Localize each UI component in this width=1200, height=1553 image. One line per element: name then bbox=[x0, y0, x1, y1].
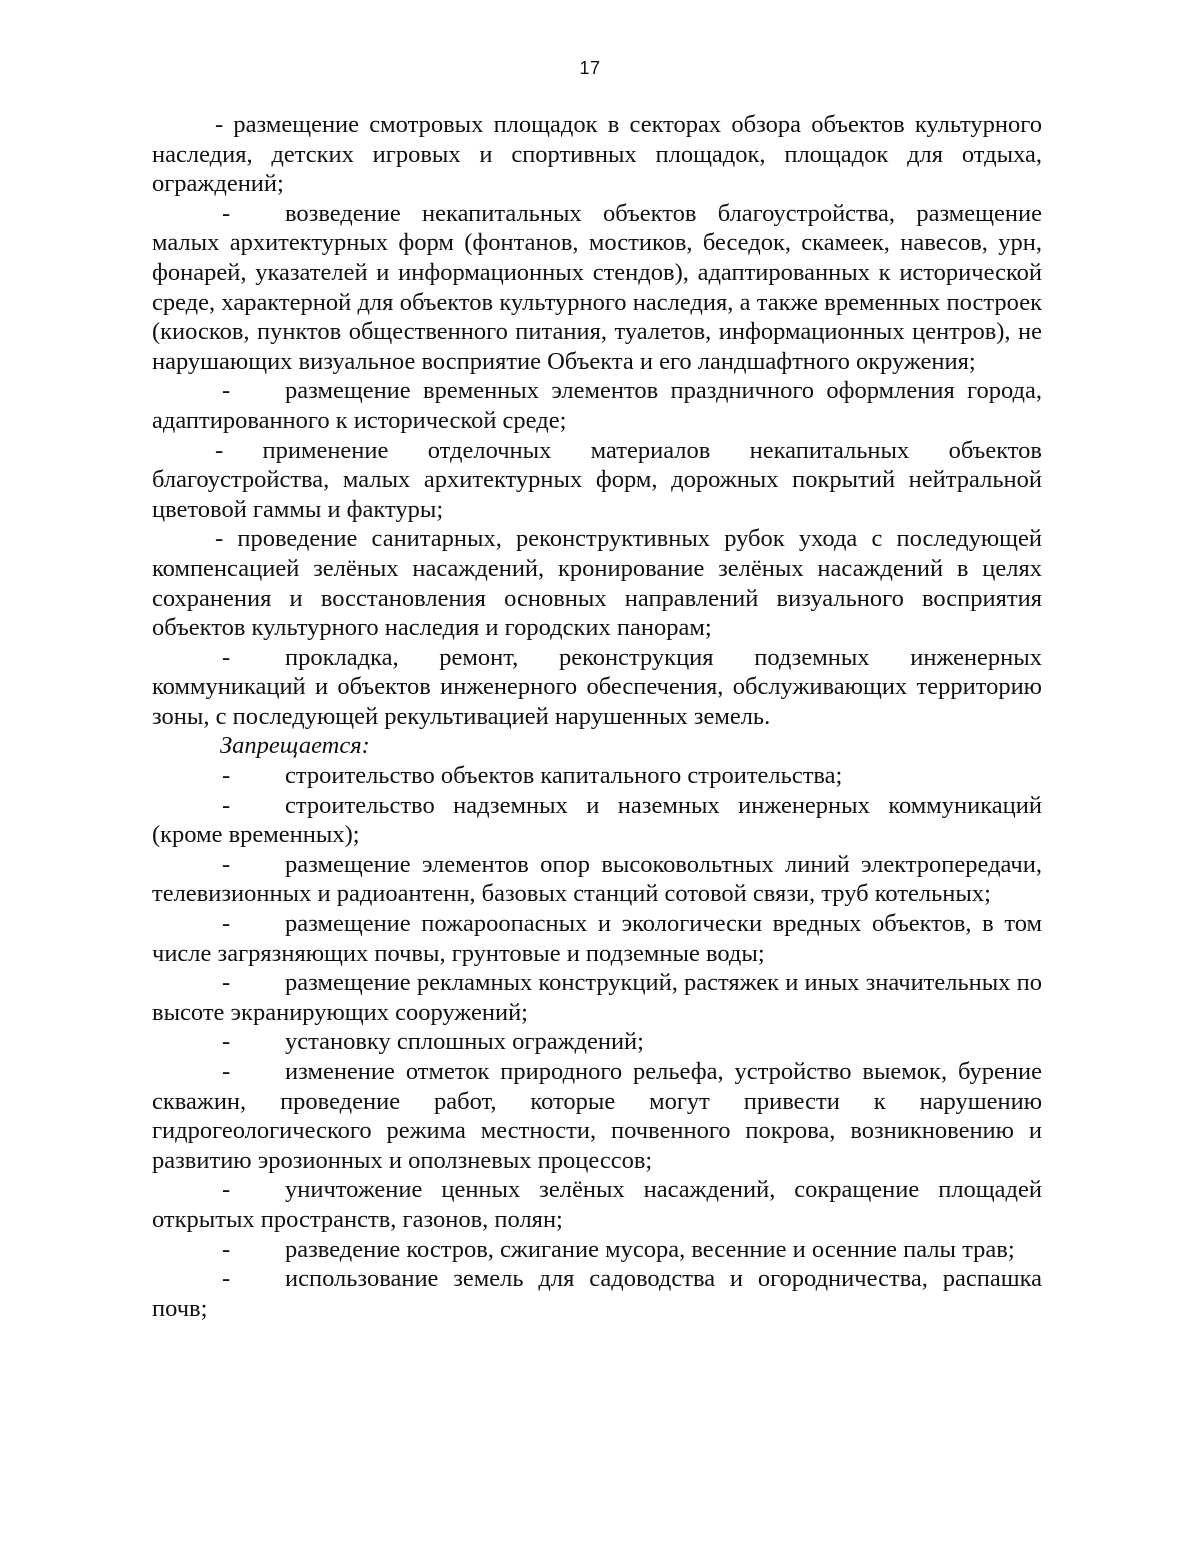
prohibited-item bbox=[152, 791, 1042, 850]
permitted-item bbox=[152, 376, 1042, 435]
list-dash: - bbox=[222, 791, 231, 819]
list-dash: - bbox=[222, 910, 231, 938]
permitted-item: - размещение смотровых площадок в секторах обзора объектов культурного наследия, детских игровых и спортивных площадок, площадок для отдыха, ограждений; bbox=[152, 111, 1042, 198]
item-text: установку сплошных ограждений; bbox=[285, 1028, 644, 1056]
list-dash: - bbox=[222, 199, 231, 227]
prohibited-item bbox=[152, 761, 1042, 791]
prohibited-item bbox=[152, 1027, 1042, 1057]
item-text: возведение некапитальных объектов благоустройства, размещение малых архитектурных форм (фонтанов, мостиков, беседок, скамеек, навесов, урн, фонарей, указателей и информационных стендов), адаптированных к исторической среде, характерной для объектов культурного наследия, а также временных построек (киосков, пунктов общественного питания, туалетов, информационных центров), не нарушающих визуальное восприятие Объекта и его ландшафтного окружения; bbox=[152, 199, 1042, 375]
list-dash: - bbox=[222, 1176, 231, 1204]
prohibited-heading: Запрещается: bbox=[220, 732, 370, 760]
list-dash: - bbox=[222, 1265, 231, 1293]
item-text: размещение пожароопасных и экологически вредных объектов, в том числе загрязняющих почвы, грунтовые и подземные воды; bbox=[152, 910, 1042, 967]
list-dash: - bbox=[222, 1058, 231, 1085]
permitted-item: - проведение санитарных, реконструктивных рубок ухода с последующей компенсацией зелёных насаждений, кронирование зелёных насаждений в целях сохранения и восстановления основных направлений визуального восприятия объектов культурного наследия и городских панорам; bbox=[152, 525, 1042, 642]
item-text: изменение отметок природного рельефа, устройство выемок, бурение скважин, проведение работ, которые могут привести к нарушению гидрогеологического режима местности, почвенного покрова, возникновению и развитию эрозионных и оползневых процессов; bbox=[152, 1058, 1042, 1174]
prohibited-item bbox=[152, 1264, 1042, 1323]
prohibited-item bbox=[152, 1057, 1042, 1175]
document-body bbox=[152, 110, 1042, 1323]
list-dash: - bbox=[222, 643, 231, 671]
item-text: размещение элементов опор высоковольтных линий электропередачи, телевизионных и радиоантенн, базовых станций сотовой связи, труб котельных; bbox=[152, 850, 1042, 908]
list-dash: - bbox=[222, 1235, 231, 1263]
prohibited-item bbox=[152, 909, 1042, 968]
item-text: размещение временных элементов праздничного оформления города, адаптированного к исторической среде; bbox=[152, 377, 1042, 434]
list-dash: - bbox=[222, 969, 231, 997]
prohibited-item bbox=[152, 1175, 1042, 1234]
prohibited-item bbox=[152, 850, 1042, 909]
item-text: размещение рекламных конструкций, растяжек и иных значительных по высоте экранирующих сооружений; bbox=[152, 969, 1042, 1026]
page-number: 17 bbox=[579, 58, 601, 78]
list-dash: - bbox=[222, 1028, 231, 1056]
list-dash: - bbox=[222, 377, 231, 405]
permitted-item: - применение отделочных материалов некапитальных объектов благоустройства, малых архитектурных форм, дорожных покрытий нейтральной цветовой гаммы и фактуры; bbox=[152, 436, 1042, 523]
item-text: прокладка, ремонт, реконструкция подземных инженерных коммуникаций и объектов инженерного обеспечения, обслуживающих территорию зоны, с последующей рекультивацией нарушенных земель. bbox=[152, 643, 1042, 730]
permitted-item bbox=[152, 199, 1042, 377]
item-text: использование земель для садоводства и огородничества, распашка почв; bbox=[152, 1265, 1042, 1322]
prohibited-item bbox=[152, 1235, 1042, 1265]
item-text: разведение костров, сжигание мусора, весенние и осенние палы трав; bbox=[285, 1235, 1015, 1263]
permitted-item bbox=[152, 643, 1042, 732]
item-text: уничтожение ценных зелёных насаждений, сокращение площадей открытых пространств, газонов, полян; bbox=[152, 1176, 1042, 1233]
item-text: строительство надземных и наземных инженерных коммуникаций (кроме временных); bbox=[152, 791, 1042, 849]
prohibited-item bbox=[152, 968, 1042, 1027]
list-dash: - bbox=[222, 850, 231, 878]
item-text: строительство объектов капитального строительства; bbox=[285, 762, 843, 790]
list-dash: - bbox=[222, 762, 231, 790]
